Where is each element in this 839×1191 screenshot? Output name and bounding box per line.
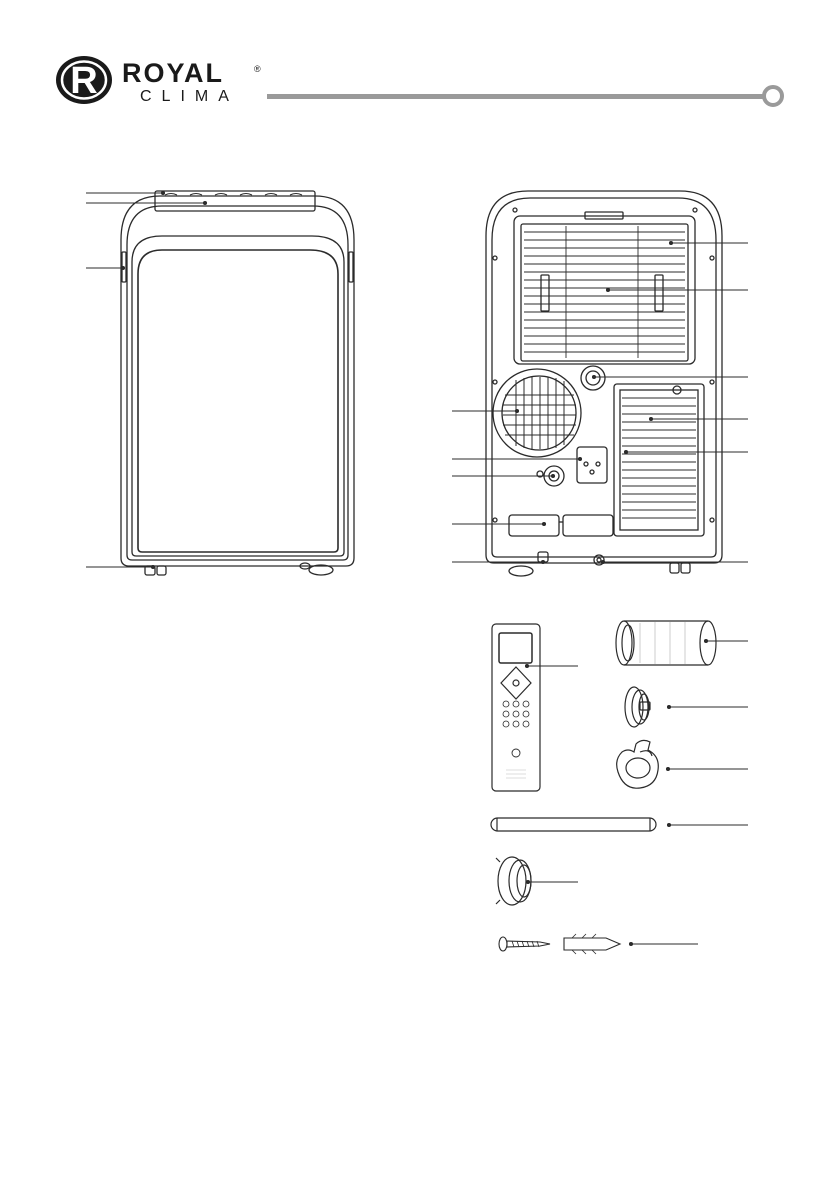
front-view-callouts [86,191,207,568]
brand-subtitle: CLIMA [140,88,239,105]
window-slider-kit-callout [667,823,748,826]
front-view-unit [121,191,354,575]
hose-adapter [625,687,650,727]
remote-callout [525,664,578,667]
screw-and-anchor-callout [629,942,698,945]
rear-view-unit [486,191,722,576]
header-bar [267,87,782,105]
brand-logo [56,56,112,104]
exhaust-hose [616,621,716,665]
window-slider-connector-callout [666,767,748,770]
window-adapter [496,857,531,905]
screw-and-anchor [499,934,620,954]
brand-name: ROYAL [122,58,225,88]
registered-mark: ® [254,64,261,74]
logo-letter: R [70,60,98,102]
window-slider-kit [491,818,656,831]
window-slider-connector [617,740,659,788]
hose-adapter-callout [667,705,748,708]
window-adapter-callout [526,880,578,883]
exhaust-hose-callout [704,639,748,642]
remote-control [492,624,540,791]
